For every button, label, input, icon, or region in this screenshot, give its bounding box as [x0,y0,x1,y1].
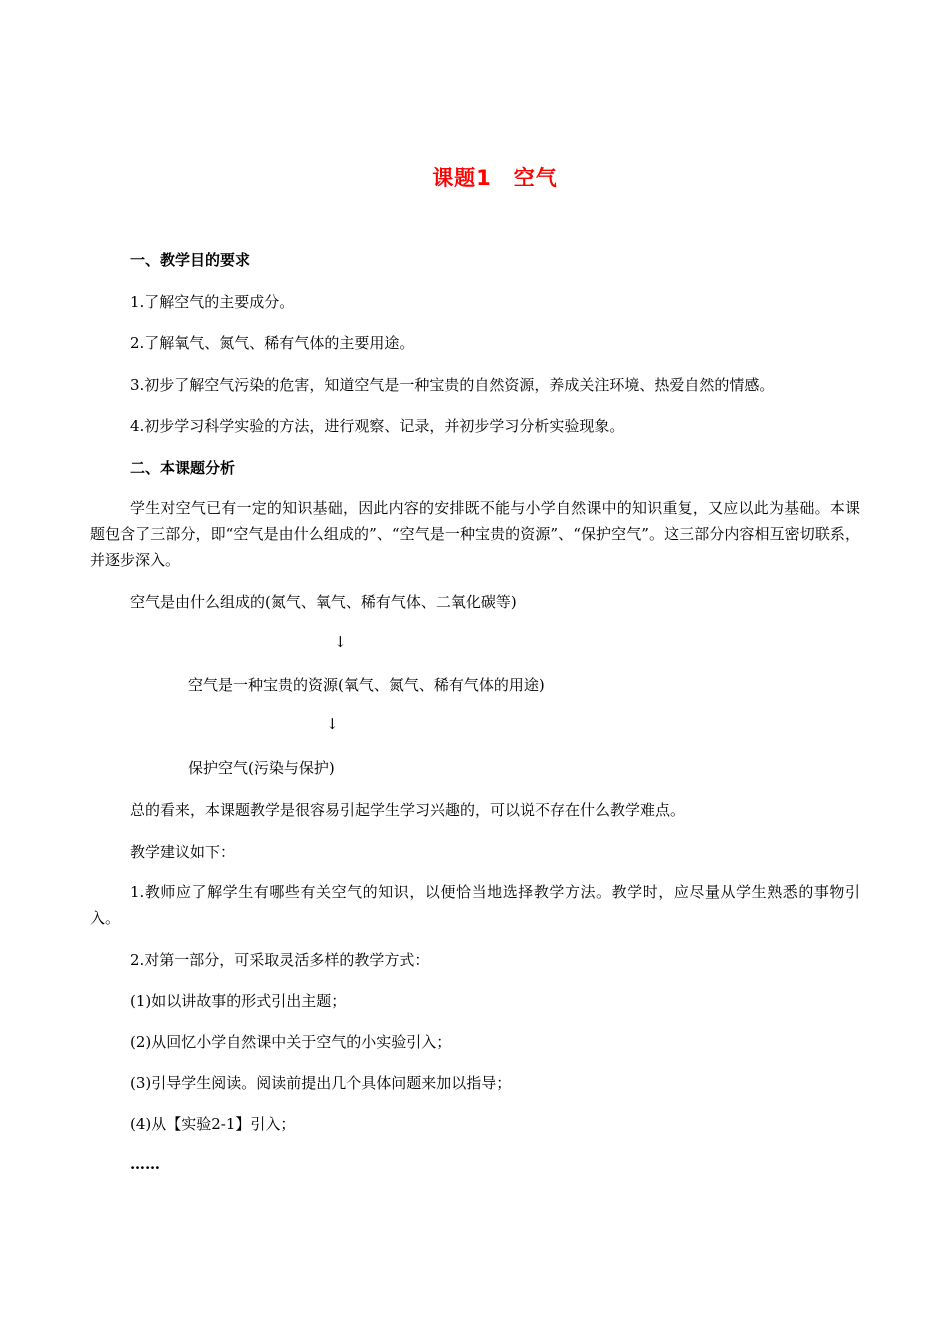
down-arrow-icon: ↓ [334,633,347,651]
option-item: (4)从【实验2-1】引入； [130,1115,296,1133]
suggestion-item: 2.对第一部分，可采取灵活多样的教学方式： [130,951,430,969]
section-heading-analysis: 二、本课题分析 [130,459,236,477]
option-item: (3)引导学生阅读。阅读前提出几个具体问题来加以指导； [130,1074,512,1092]
ellipsis: …… [130,1155,160,1173]
objective-item: 1.了解空气的主要成分。 [130,293,295,311]
analysis-paragraph: 学生对空气已有一定的知识基础，因此内容的安排既不能与小学自然课中的知识重复，又应以此为基础。本课题包含了三部分，即“空气是由什么组成的”、“空气是一种宝贵的资源”、“保护空气”。这三部分内容相互密切联系，并逐步深入。 [90,499,860,569]
suggestion-item: 1.教师应了解学生有哪些有关空气的知识，以便恰当地选择教学方法。教学时，应尽量从学生熟悉的事物引入。 [90,883,860,927]
flow-step-protection: 保护空气(污染与保护) [188,759,335,777]
down-arrow-icon: ↓ [326,715,339,733]
page-title: 课题1 空气 [432,166,558,190]
suggestions-label: 教学建议如下： [130,843,236,861]
objective-item: 4.初步学习科学实验的方法，进行观察、记录，并初步学习分析实验现象。 [130,417,625,435]
objective-item: 2.了解氧气、氮气、稀有气体的主要用途。 [130,334,415,352]
flow-step-resource: 空气是一种宝贵的资源(氧气、氮气、稀有气体的用途) [188,676,545,694]
flow-step-composition: 空气是由什么组成的(氮气、氧气、稀有气体、二氧化碳等) [130,593,517,611]
summary-text: 总的看来，本课题教学是很容易引起学生学习兴趣的，可以说不存在什么教学难点。 [130,801,686,819]
option-item: (2)从回忆小学自然课中关于空气的小实验引入； [130,1033,452,1051]
option-item: (1)如以讲故事的形式引出主题； [130,992,347,1010]
section-heading-objectives: 一、教学目的要求 [130,251,251,269]
objective-item: 3.初步了解空气污染的危害，知道空气是一种宝贵的自然资源，养成关注环境、热爱自然的情感。 [130,376,775,394]
